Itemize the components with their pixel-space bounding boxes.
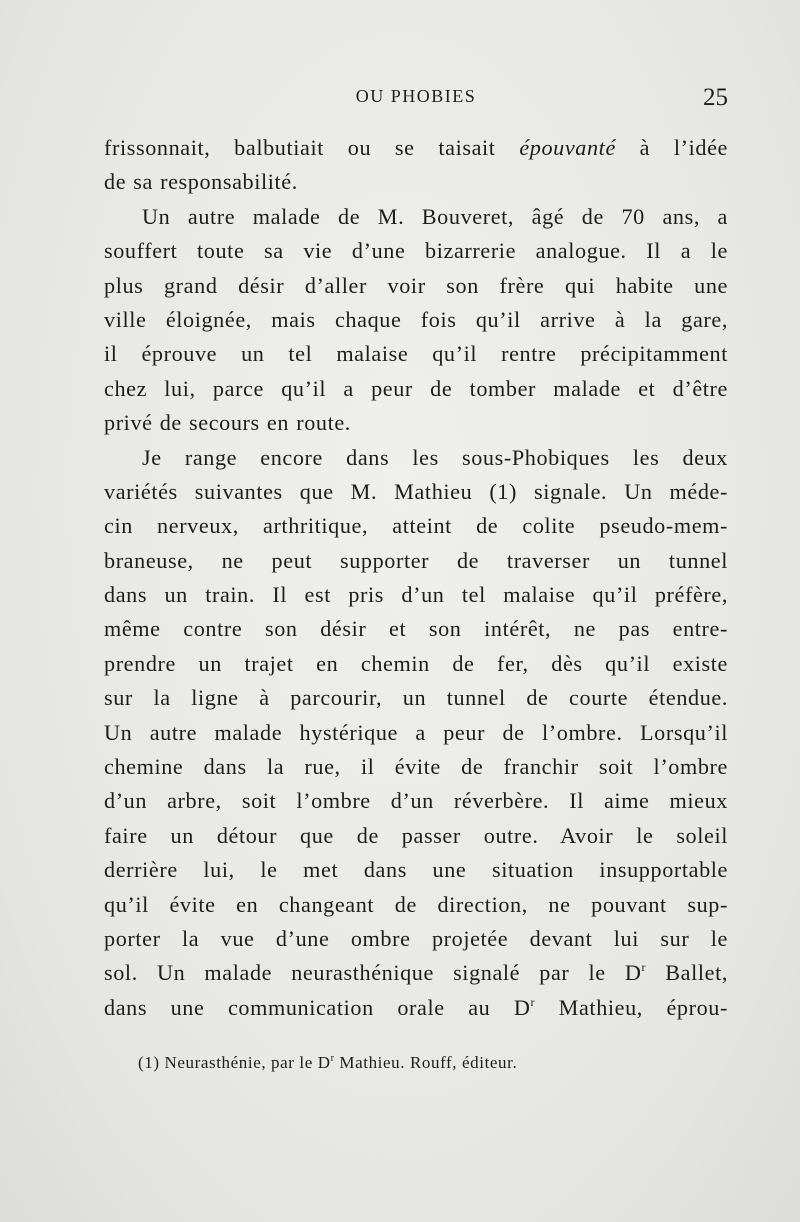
text-line: derrière lui, le met dans une situation insupportable [104, 857, 728, 883]
text-line: faire un détour que de passer outre. Avoir le soleil [104, 822, 728, 848]
text-line: variétés suivantes que M. Mathieu (1) signale. Un méde- [104, 478, 728, 504]
text-line: ville éloignée, mais chaque fois qu’il arrive à la gare, [104, 306, 728, 332]
text-line: frissonnait, balbutiait ou se taisait épouvanté à l’idée [104, 135, 728, 160]
emphasized-word: épouvanté [519, 135, 616, 160]
text-line: dans une communication orale au $D^r$ Mathieu, éprou- [104, 994, 728, 1020]
footnote-superscript: r [330, 1053, 335, 1064]
text-line: souffert toute sa vie d’une bizarrerie analogue. Il a le [104, 238, 728, 264]
text-line: privé de secours en route. [104, 410, 351, 436]
running-title: OU PHOBIES [355, 86, 477, 106]
superscript: r [641, 960, 647, 975]
text-line: plus grand désir d’aller voir son frère qui habite une [104, 272, 728, 298]
text-line: prendre un trajet en chemin de fer, dès qu’il existe [104, 650, 728, 676]
text-line: qu’il évite en changeant de direction, ne pouvant sup- [104, 891, 728, 917]
body-text [104, 131, 728, 1025]
text-line: de sa responsabilité. [104, 169, 298, 195]
text-line: chez lui, parce qu’il a peur de tomber malade et d’être [104, 375, 728, 401]
text-line: chemine dans la rue, il évite de franchir soit l’ombre [104, 754, 728, 780]
paragraph-start-line: Un autre malade de M. Bouveret, âgé de 70 ans, a [142, 203, 728, 229]
text-line: il éprouve un tel malaise qu’il rentre précipitamment [104, 341, 728, 367]
text-line: braneuse, ne peut supporter de traverser un tunnel [104, 547, 728, 573]
text-line: Un autre malade hystérique a peur de l’ombre. Lorsqu’il [104, 719, 728, 745]
text-line: sol. Un malade neurasthénique signalé par le $D^r$ Ballet, [104, 960, 728, 986]
text-line: dans un train. Il est pris d’un tel malaise qu’il préfère, [104, 582, 728, 608]
text-line: cin nerveux, arthritique, atteint de colite pseudo-mem- [104, 513, 728, 539]
text-line: même contre son désir et son intérêt, ne pas entre- [104, 616, 728, 642]
text-line: sur la ligne à parcourir, un tunnel de courte étendue. [104, 685, 728, 711]
paragraph-start-line: Je range encore dans les sous-Phobiques les deux [142, 444, 728, 470]
page-number: 25 [703, 84, 728, 111]
text-line: d’un arbre, soit l’ombre d’un réverbère. Il aime mieux [104, 788, 728, 814]
superscript: r [530, 994, 536, 1009]
running-head [104, 84, 728, 114]
text-line: porter la vue d’une ombre projetée devant lui sur le [104, 925, 728, 951]
footnote: (1) Neurasthénie, par le $D^r$ Mathieu. Rouff, éditeur. [138, 1053, 518, 1072]
